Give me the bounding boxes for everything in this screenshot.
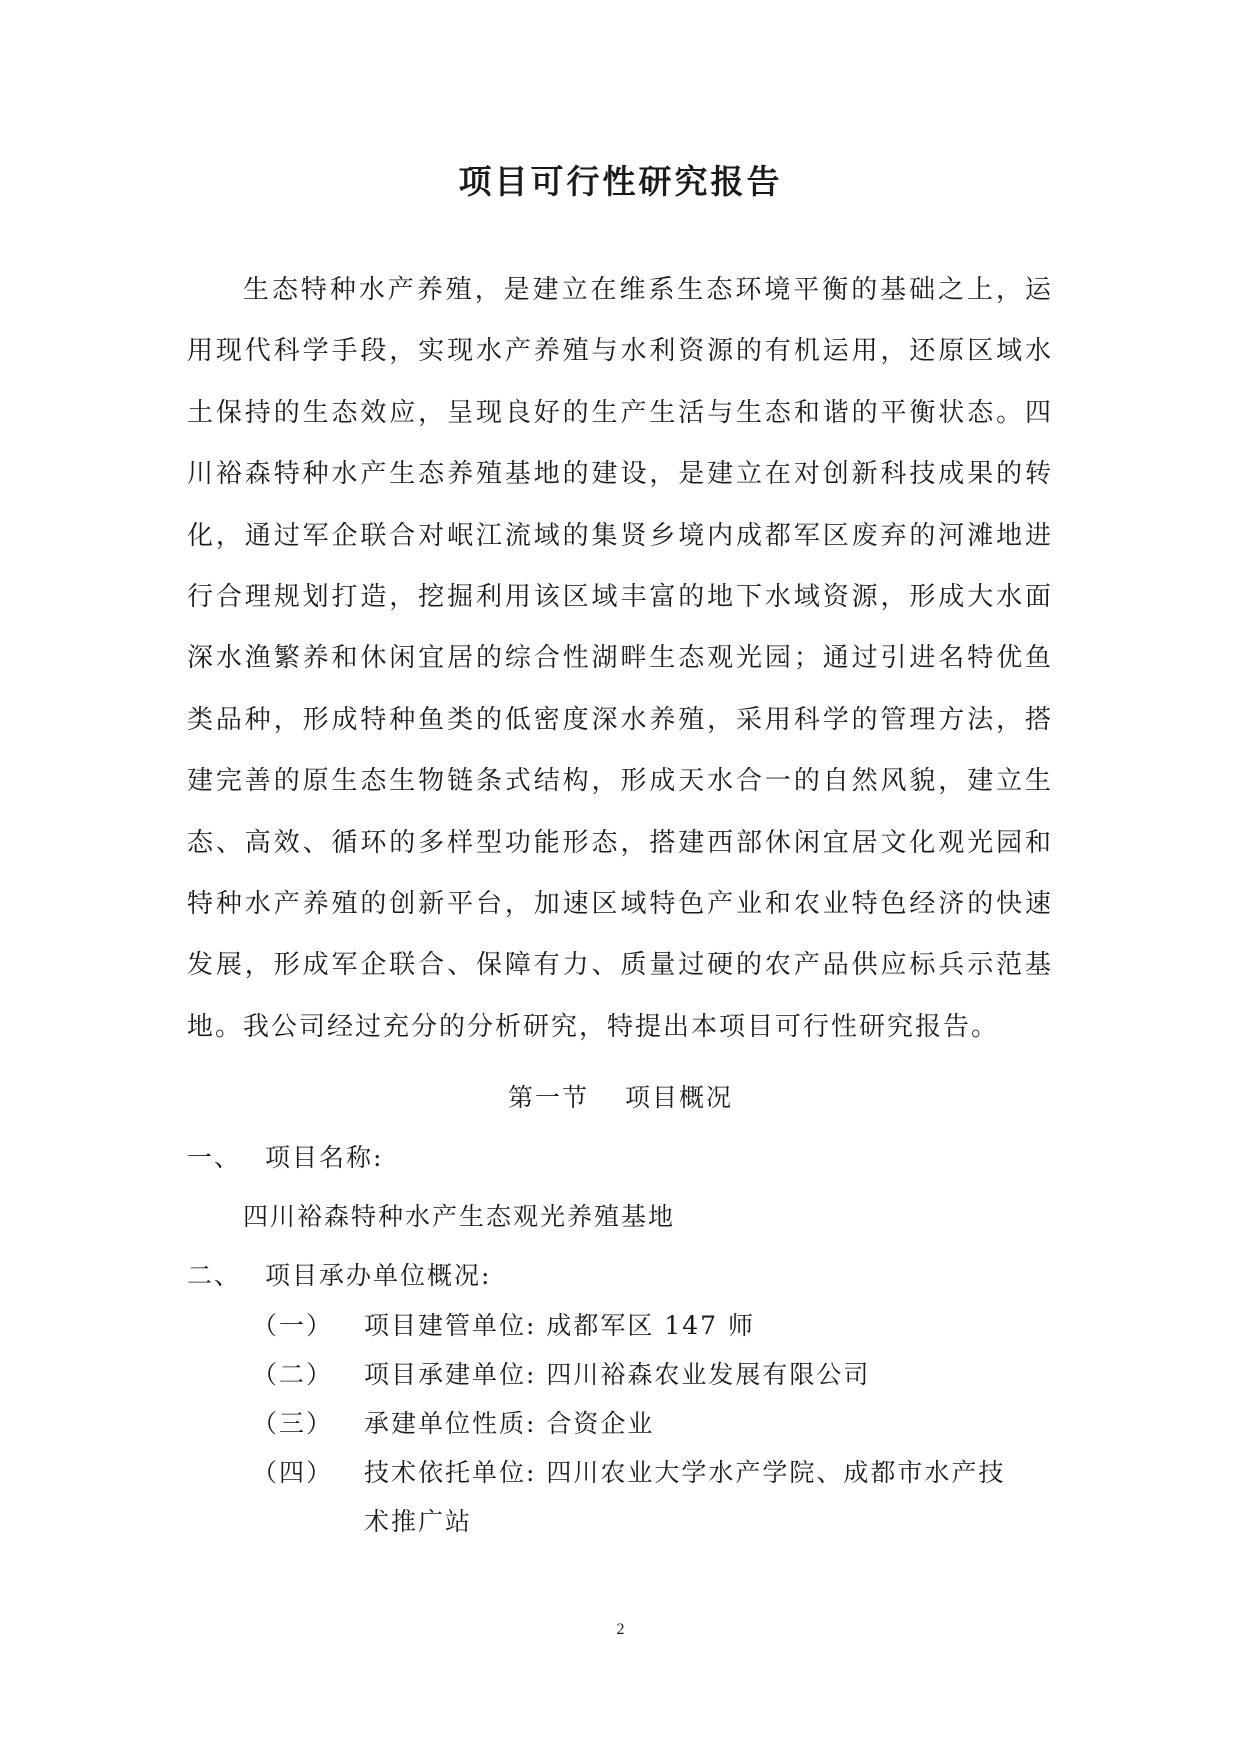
item-number: 一、: [187, 1143, 242, 1172]
page-number: 2: [616, 1621, 625, 1638]
intro-paragraph: 生态特种水产养殖，是建立在维系生态环境平衡的基础之上，运用现代科学手段，实现水产养殖与水利资源的有机运用，还原区域水土保持的生态效应，呈现良好的生产生活与生态和谐的平衡状态。四川裕森特种水产生态养殖基地的建设，是建立在对创新科技成果的转化，通过军企联合对岷江流域的集贤乡境内成都军区废弃的河滩地进行合理规划打造，挖掘利用该区域丰富的地下水域资源，形成大水面深水渔繁养和休闲宜居的综合性湖畔生态观光园；通过引进名特优鱼类品种，形成特种鱼类的低密度深水养殖，采用科学的管理方法，搭建完善的原生态生物链条式结构，形成天水合一的自然风貌，建立生态、高效、循环的多样型功能形态，搭建西部休闲宜居文化观光园和特种水产养殖的创新平台，加速区域特色产业和农业特色经济的快速发展，形成军企联合、保障有力、质量过硬的农产品供应标兵示范基地。我公司经过充分的分析研究，特提出本项目可行性研究报告。: [187, 275, 1053, 1042]
subitem-number: （二）: [252, 1360, 334, 1389]
item-label: 项目名称:: [265, 1143, 384, 1172]
subitem-number: （三）: [252, 1409, 334, 1438]
section-number: 第一节: [507, 1083, 589, 1112]
subitem-text: 项目承建单位: 四川裕森农业发展有限公司: [364, 1360, 871, 1389]
subitem-number: （一）: [252, 1311, 334, 1340]
subitem-text: 技术依托单位: 四川农业大学水产学院、成都市水产技: [364, 1458, 1006, 1487]
item-organizer-overview: [187, 1256, 491, 1296]
subitem-text-continuation: 术推广站: [364, 1507, 473, 1536]
item-label: 项目承办单位概况:: [265, 1261, 492, 1290]
section-heading: [0, 1078, 1241, 1118]
item-number: 二、: [187, 1261, 242, 1290]
document-title: 项目可行性研究报告: [458, 162, 783, 201]
project-name-value: 四川裕森特种水产生态观光养殖基地: [243, 1202, 676, 1231]
subitem-text: 项目建管单位: 成都军区 147 师: [364, 1311, 755, 1340]
section-name: 项目概况: [625, 1083, 734, 1112]
subitem-number: （四）: [252, 1458, 334, 1487]
subitem-text: 承建单位性质: 合资企业: [364, 1409, 655, 1438]
item-project-name: [187, 1138, 383, 1178]
